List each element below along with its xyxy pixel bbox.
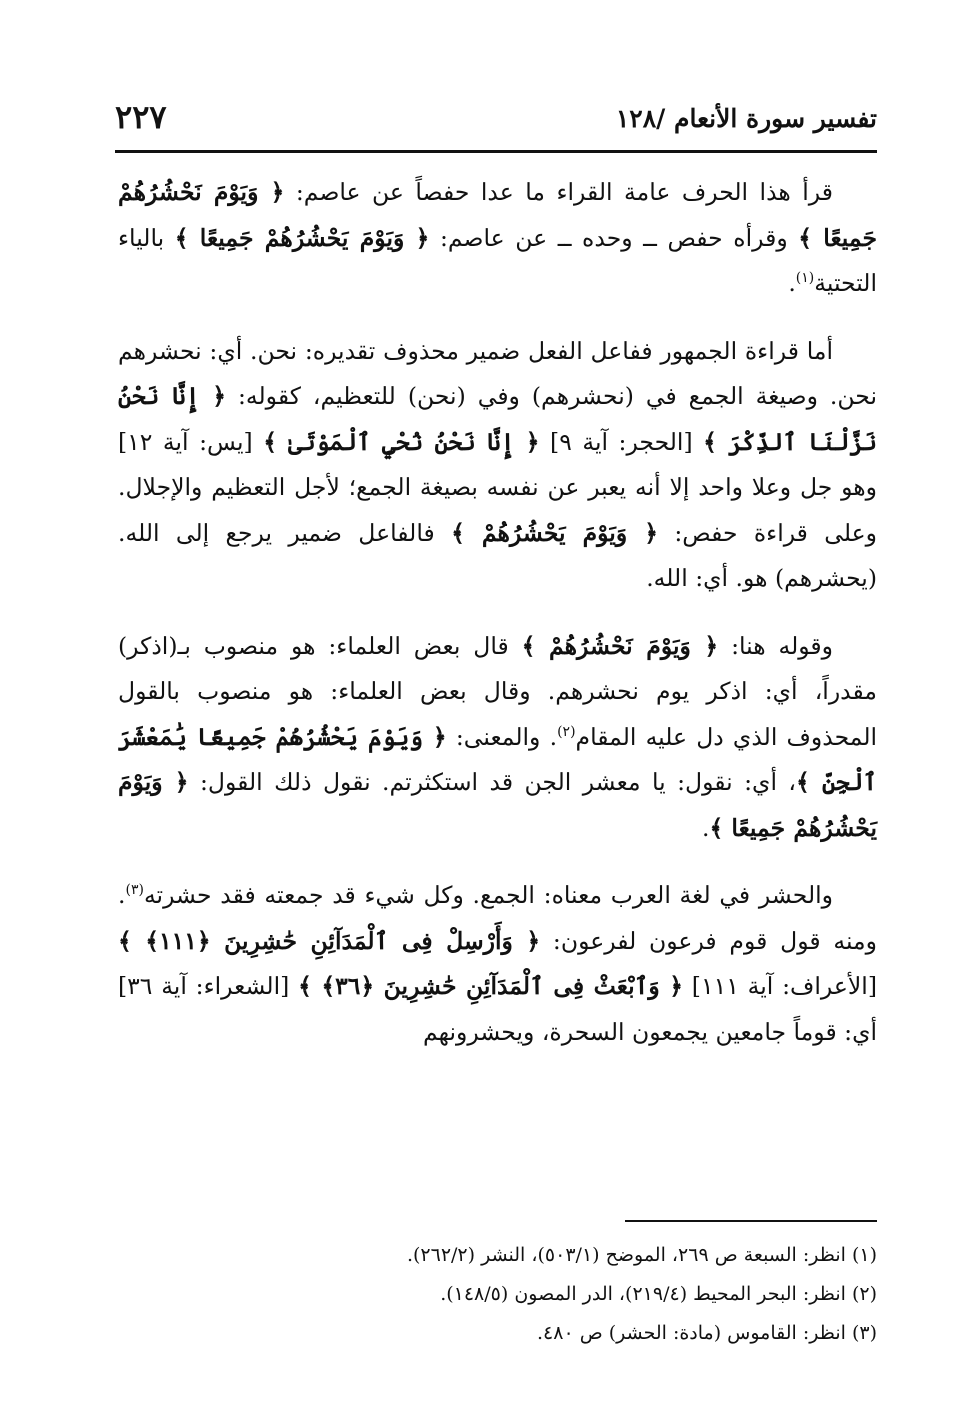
quran-quote: ﴿ وَيَوْمَ نَحْشُرُهُمْ ﴾	[521, 631, 719, 660]
paragraph	[118, 873, 877, 1055]
header-rule	[115, 150, 877, 153]
text-run: . ومنه قول قوم فرعون لفرعون:	[118, 881, 877, 955]
text-run: أما قراءة الجمهور ففاعل الفعل ضمير محذوف تقديره: نحن. أي: نحشرهم نحن. وصيغة الجمع في (نحشرهم) وفي (نحن) للتعظيم، كقوله:	[118, 336, 877, 410]
quran-quote: ﴿ وَٱبْعَثْ فِى ٱلْمَدَآئِنِ حَٰشِرِينَ ﴿٣٦﴾ ﴾	[298, 972, 683, 1000]
text-run: والحشر في لغة العرب معناه: الجمع. وكل شيء قد جمعته فقد حشرته	[143, 881, 833, 909]
body-text	[118, 170, 877, 1077]
text-run: . والمعنى:	[446, 722, 558, 751]
quran-quote: ﴿ وَيَوْمَ يَحْشُرُهُمْ جَمِيعًا ﴾	[118, 768, 877, 842]
footnote-rule	[625, 1220, 877, 1222]
text-run: [يس: آية ١٢] وهو جل وعلا واحد إلا أنه يعبر عن نفسه بصيغة الجمع؛ لأجل التعظيم والإجلال. وعلى قراءة حفص:	[118, 427, 877, 547]
quran-quote: ﴿ وَيَوْمَ نَحْشُرُهُمْ جَمِيعًا ﴾	[118, 178, 878, 252]
text-run: .	[788, 269, 796, 297]
text-run: بالياء التحتية	[118, 223, 877, 297]
page-number: ٢٢٧	[115, 98, 167, 136]
footnote-2: (٢) انظر: البحر المحيط (٢١٩/٤)، الدر المصون (١٤٨/٥).	[440, 1283, 877, 1305]
quran-quote: ﴿ وَيَوْمَ يَحْشُرُهُمْ ﴾	[451, 518, 659, 547]
text-run: [الحجر: آية ٩]	[539, 427, 704, 456]
text-run: وقوله هنا:	[718, 631, 833, 660]
quran-quote: ﴿ وَيَوْمَ يَحْشُرُهُمْ جَمِيعًا ﴾	[174, 223, 430, 252]
paragraph	[118, 624, 877, 852]
text-run: وقرأه حفص ــ وحده ــ عن عاصم:	[429, 223, 799, 252]
text-run: قرأ هذا الحرف عامة القراء ما عدا حفصاً عن عاصم:	[284, 178, 833, 206]
paragraph	[118, 170, 877, 307]
quran-quote: ﴿ وَيَوْمَ يَحْشُرُهُمْ جَمِيعًا يَٰمَعْشَرَ ٱلْجِنِّ ﴾	[118, 722, 878, 796]
quran-quote: ﴿ إِنَّا نَحْنُ نُحْيِ ٱلْمَوْتَىٰ ﴾	[263, 427, 540, 456]
footnote-ref: (٣)	[125, 882, 144, 899]
text-run: [الشعراء: آية ٣٦] أي: قوماً جامعين يجمعون السحرة، ويحشرونهم	[118, 972, 877, 1046]
quran-quote: ﴿ وَأَرْسِلْ فِى ٱلْمَدَآئِنِ حَٰشِرِينَ ﴿١١١﴾ ﴾	[118, 926, 541, 955]
footnote-ref: (٢)	[557, 723, 576, 740]
text-run: .	[702, 813, 710, 842]
footnotes	[118, 1236, 877, 1353]
text-run: ، أي: نقول: يا معشر الجن قد استكثرتم. نقول ذلك القول:	[188, 768, 797, 796]
footnote-ref: (١)	[795, 270, 815, 287]
text-run: قال بعض العلماء: هو منصوب بـ(اذكر) مقدراً، أي: اذكر يوم نحشرهم. وقال بعض العلماء: هو منصوب بالقول المحذوف الذي دل عليه المقام	[118, 631, 878, 751]
text-run: فالفاعل ضمير يرجع إلى الله. (يحشرهم) هو. أي: الله.	[118, 518, 877, 592]
footnote-1: (١) انظر: السبعة ص ٢٦٩، الموضح (٥٠٣/١)، النشر (٢٦٢/٢).	[406, 1244, 877, 1266]
text-run: [الأعراف: آية ١١١]	[683, 972, 877, 1000]
quran-quote: ﴿ إِنَّا نَحْنُ نَزَّلْنَا ٱلذِّكْرَ ﴾	[118, 382, 877, 456]
header-title: تفسير سورة الأنعام /١٢٨	[615, 104, 877, 133]
paragraph	[118, 329, 877, 602]
running-header	[115, 98, 877, 142]
footnote-3: (٣) انظر: القاموس (مادة: الحشر) ص ٤٨٠.	[537, 1322, 877, 1344]
